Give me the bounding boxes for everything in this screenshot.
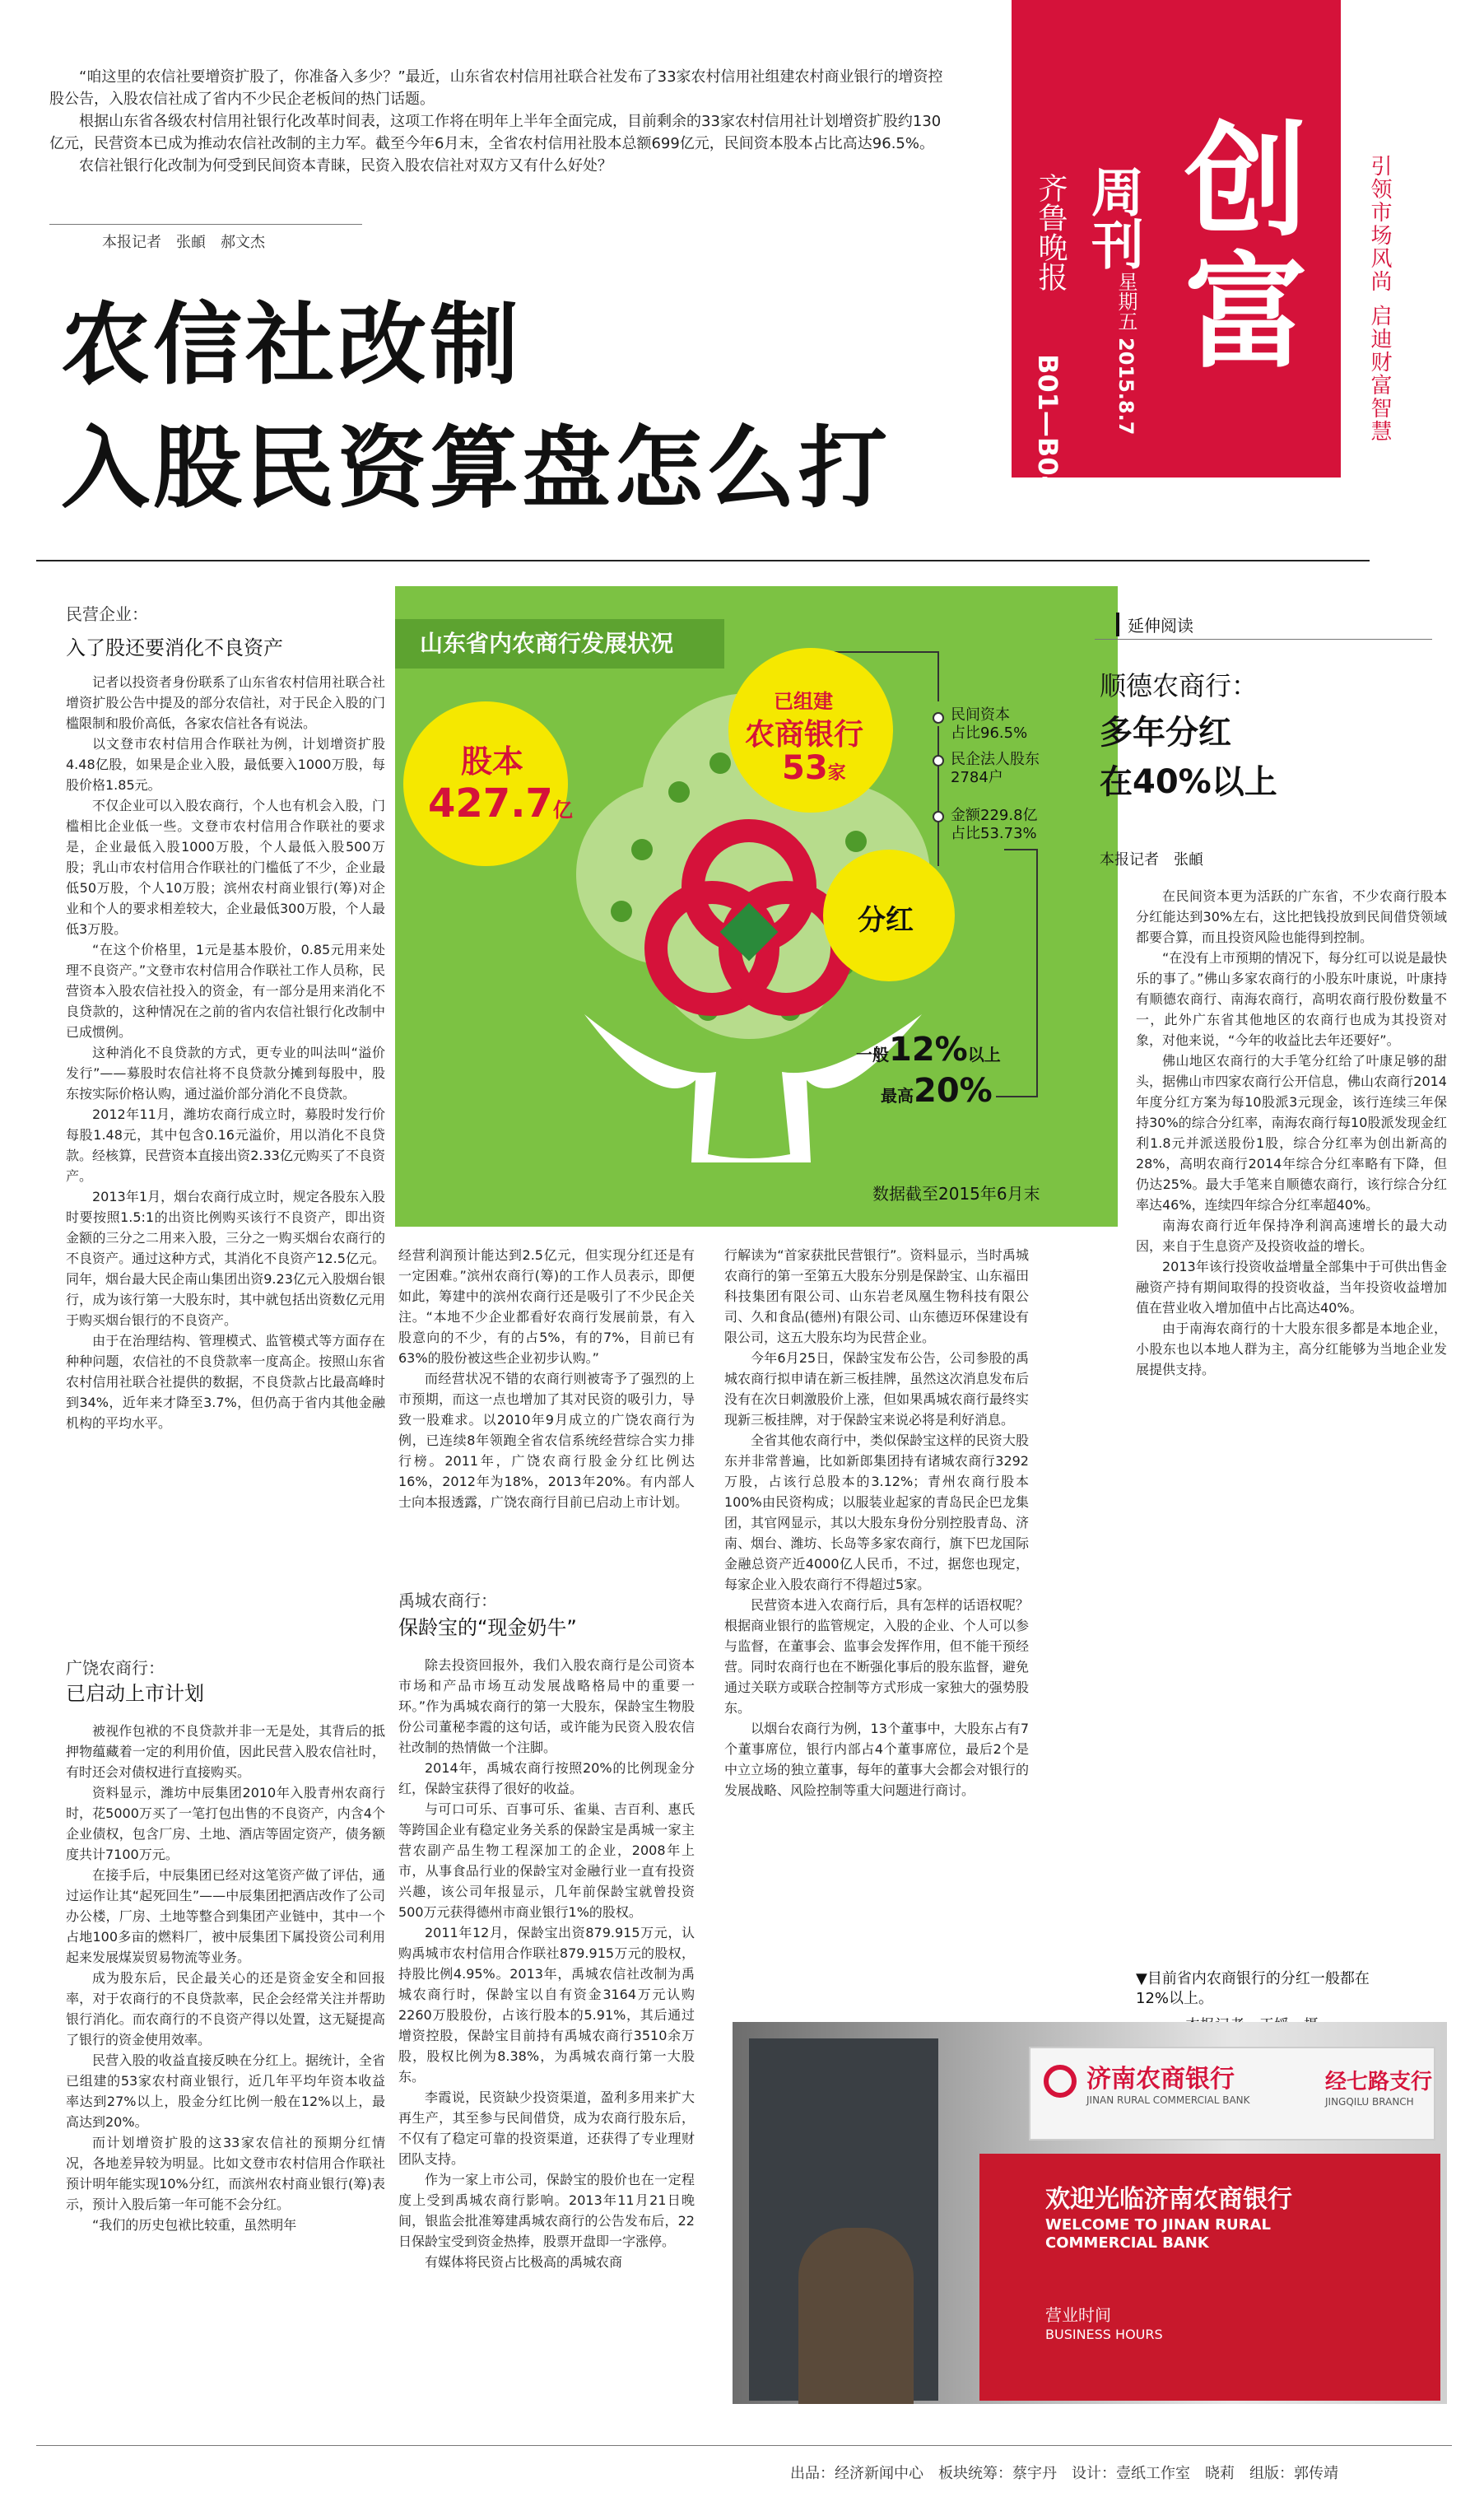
col1-subhead-2: 已启动上市计划 (66, 1682, 204, 1705)
col1-p: 2012年11月，潍坊农商行成立时，募股时发行价每股1.48元，其中包含0.16元溢价，用以消化不良贷款。经核算，民营资本直接出资2.33亿元购买了不良资产。 (66, 1106, 385, 1184)
bank-photo (733, 2022, 1447, 2404)
headline-line2: 入股民资算盘怎么打 (61, 417, 891, 520)
col1-body-2 (66, 1721, 385, 2396)
col2-p: 2014年，禹城农商行按照20%的比例现金分红，保龄宝获得了很好的收益。 (398, 1760, 695, 1796)
infographic-art (395, 586, 1118, 1227)
div-line1-post: 以上 (967, 1045, 1001, 1064)
capital-unit: 亿 (552, 799, 573, 822)
col3-p: 全省其他农商行中，类似保龄宝这样的民资大股东并非常普遍，比如新郎集团持有诸城农商行3292万股，占该行总股本的3.12%；青州农商行股本100%由民资构成；以服装业起家的青岛民企巴龙集团，其官网显示，其以大股东身份分别控股青岛、济南、烟台、潍坊、长岛等多家农商行，旗下巴龙国际金融总资产近4000亿人民币，不过，据您也现定，每家企业入股农商行不得超过5家。 (724, 1433, 1029, 1592)
col1-p: “我们的历史包袱比较重，虽然明年 (92, 2217, 297, 2233)
col2-p: 除去投资回报外，我们入股农商行是公司资本市场和产品市场互动发展战略格局中的重要一环。”作为禹城农商行的第一大股东，保龄宝生物股份公司董秘李霞的这句话，或许能为民资入股农信社改制的热情做一个注脚。 (398, 1657, 695, 1755)
sidebar-p: 由于南海农商行的十大股东很多都是本地企业，小股东也以本地人群为主，高分红能够为当地企业发展提供支持。 (1136, 1321, 1447, 1377)
stat-1 (951, 706, 1027, 743)
div-line1-pre: 一般 (856, 1045, 889, 1064)
col1-p: 成为股东后，民企最关心的还是资金安全和回报率，对于农商行的不良贷款率，民企会经常关注并帮助银行消化。而农商行的不良资产得以处置，这无疑提高了银行的资金使用效率。 (66, 1970, 385, 2047)
sidebar-p: 2013年该行投资收益增量全部集中于可供出售金融资产持有期间取得的投资收益，当年投资收益增加值在营业收入增加值中占比高达40%。 (1136, 1259, 1447, 1316)
div-line2-val: 20% (914, 1072, 993, 1110)
col1-p: 2013年1月，烟台农商行成立时，规定各股东入股时要按照1.5:1的出资比例购买该行不良资产，即出资金额的三分之二用来入股，三分之一购买烟台农商行的不良资产。通过这种方式，其消化不良资产12.5亿元。同年，烟台最大民企南山集团出资9.23亿元入股烟台银行，成为该行第一大股东时，其中就包括出资数亿元用于购买烟台银行的不良资产。 (66, 1189, 385, 1328)
sidebar-byline: 本报记者 张頔 (1100, 851, 1203, 869)
capital-value: 427.7 (428, 780, 553, 827)
col1-kicker-2: 广饶农商行： (66, 1658, 165, 1678)
col1-p: 记者以投资者身份联系了山东省农村信用社联合社增资扩股公告中提及的部分农信社，对于民企入股的门槛限制和股价高低，各家农信社各有说法。 (66, 674, 385, 731)
banner-en: WELCOME TO JINAN RURAL COMMERCIAL BANK (1045, 2216, 1271, 2252)
sign-logo-icon (1044, 2065, 1077, 2098)
masthead-brand: 创富 (1163, 115, 1306, 379)
col3-p: 今年6月25日，保龄宝发布公告，公司参股的禹城农商行拟申请在新三板挂牌，虽然这次消息发布后没有在次日刺激股价上涨，但如果禹城农商行最终实现新三板挂牌，对于保龄宝来说必将是利好消息。 (724, 1350, 1029, 1428)
banks-value: 53 (782, 749, 828, 787)
banner-cn: 欢迎光临济南农商银行 (1045, 2185, 1292, 2214)
stat-3a: 金额229.8亿 (951, 807, 1038, 824)
sign-cn: 济南农商银行 (1086, 2065, 1235, 2094)
stat-3 (951, 807, 1038, 843)
sidebar-title-2: 多年分红 (1100, 714, 1231, 752)
banks-label-1: 已组建 (774, 690, 833, 713)
col2-p: 作为一家上市公司，保龄宝的股价也在一定程度上受到禹城农商行影响。2013年11月21日晚间，银监会批准筹建禹城农商行的公告发布后，22日保龄宝受到资金热捧，股票开盘即一字涨停。 (398, 2172, 695, 2249)
col3-p: 民营资本进入农商行后，具有怎样的话语权呢？根据商业银行的监管规定，入股的企业、个人可以参与监督，在董事会、监事会发挥作用，但不能干预经营。同时农商行也在不断强化事后的股东监督，避免通过关联方或联合控制等方式形成一家独大的强势股东。 (724, 1597, 1029, 1716)
col2-body (398, 1245, 695, 1574)
masthead-pages: B01—B04 (1032, 354, 1063, 494)
hours-en: BUSINESS HOURS (1045, 2327, 1163, 2342)
infographic-title: 山东省内农商行发展状况 (420, 630, 674, 657)
stat-3b: 占比53.73% (951, 825, 1037, 842)
col1-body (66, 672, 385, 1665)
callout-dot-1 (933, 713, 943, 723)
branch-cn: 经七路支行 (1325, 2070, 1433, 2094)
col3-p: 以烟台农商行为例，13个董事中，大股东占有7个董事席位，银行内部占4个董事席位，最后2个是中立立场的独立董事，每年的董事大会都会对银行的发展战略、风险控制等重大问题进行商讨。 (724, 1721, 1029, 1798)
lead-p1: “咱这里的农信社要增资扩股了，你准备入多少？”最近，山东省农村信用社联合社发布了33家农村信用社组建农村商业银行的增资控股公告，入股农信社成了省内不少民企老板间的热门话题。 (49, 68, 943, 108)
dividend-label: 分红 (858, 904, 914, 937)
photo-person (798, 2228, 914, 2404)
sidebar-p: 南海农商行近年保持净利润高速增长的最大动因，来自于生息资产及投资收益的增长。 (1136, 1218, 1447, 1254)
col1-p: “在这个价格里，1元是基本股价，0.85元用来处理不良资产。”文登市农村信用合作联社工作人员称，民营资本入股农信社投入的资金，有一部分是用来消化不良贷款的，这种情况在之前的省内农信社银行化改制中已成惯例。 (66, 942, 385, 1040)
masthead-slogan-1: 引领市场风尚 (1367, 155, 1392, 293)
sidebar-p: 在民间资本更为活跃的广东省，不少农商行股本分红能达到30%左右，这比把钱投放到民间借贷领域都要合算，而且投资风险也能得到控制。 (1136, 888, 1447, 945)
sidebar-p: “在没有上市预期的情况下，每分红可以说是最快乐的事了。”佛山多家农商行的小股东叶康说，叶康持有顺德农商行、南海农商行，高明农商行股份数量不一，此外广东省其他地区的农商行也成为其投资对象，对他来说，“今年的收益比去年还要好”。 (1136, 950, 1447, 1048)
stat-1a: 民间资本 (951, 706, 1010, 724)
col2-p: 有媒体将民资占比极高的禹城农商 (425, 2254, 623, 2270)
lead-p3: 农信社银行化改制为何受到民间资本青睐，民资入股农信社对双方又有什么好处？ (79, 157, 612, 175)
footer-rule (36, 2445, 1452, 2446)
masthead-date: 2015.8.7 (1114, 338, 1137, 436)
div-line2-pre: 最高 (881, 1086, 914, 1106)
col1-p: 而计划增资扩股的这33家农信社的预期分红情况，各地差异较为明显。比如文登市农村信用合作联社预计明年能实现10%分红，而滨州农村商业银行(筹)表示，预计入股后第一年可能不会分红。 (66, 2135, 385, 2212)
footer-credits: 出品：经济新闻中心 板块统筹：蔡宇丹 设计：壹纸工作室 晓莉 组版：郭传靖 (790, 2465, 1338, 2482)
col1-p: 不仅企业可以入股农商行，个人也有机会入股，门槛相比企业低一些。文登市农村信用合作联社的要求是，企业最低入股1000万股，个人最低入股500万股；乳山市农村信用合作联社的门槛低了不少，企业最低50万股，个人10万股；滨州农村商业银行(筹)对企业和个人的要求相差较大，企业最低300万股，个人最低3万股。 (66, 798, 385, 937)
infographic-footnote: 数据截至2015年6月末 (872, 1184, 1040, 1204)
lead (49, 66, 955, 177)
col1-p: 这种消化不良贷款的方式，更专业的叫法叫“溢价发行”——募股时农信社将不良贷款分摊到每股中，股东按实际价格认购，通过溢价部分消化不良贷款。 (66, 1045, 385, 1102)
col3-body (724, 1245, 1029, 2002)
headline-line1: 农信社改制 (61, 294, 523, 397)
col1-p: 由于在治理结构、管理模式、监管模式等方面存在种种问题，农信社的不良贷款率一度高企。按照山东省农村信用社联合社提供的数据，不良贷款占比最高峰时到34%，近年来才降至3.7%，但仍高于省内其他金融机构的平均水平。 (66, 1333, 385, 1431)
stat-1b: 占比96.5% (951, 724, 1028, 742)
col2-p: 2011年12月，保龄宝出资879.915万元，认购禹城市农村信用合作联社879.915万元的股权，持股比例4.95%。2013年，禹城农信社改制为禹城农商行时，保龄宝以自有资金3164万元认购2260万股股份，占该行股本的5.91%，其后通过增资控股，保龄宝目前持有禹城农商行3510余万股，股权比例为8.38%，为禹城农商行第一大股东。 (398, 1925, 695, 2085)
stat-2 (951, 751, 1040, 787)
infographic (395, 586, 1118, 1227)
dividend-line-2 (881, 1072, 993, 1110)
hours-cn: 营业时间 (1045, 2305, 1111, 2325)
photo-caption: ▼目前省内农商银行的分红一般都在12%以上。 (1136, 1970, 1370, 2007)
branch-en: JINGQILU BRANCH (1325, 2096, 1414, 2108)
sign-en: JINAN RURAL COMMERCIAL BANK (1086, 2094, 1250, 2106)
banks-unit: 家 (827, 763, 846, 784)
lead-byline: 本报记者 张頔 郝文杰 (102, 234, 265, 251)
col1-subhead: 入了股还要消化不良资产 (66, 636, 283, 659)
callout-dot-2 (933, 756, 943, 766)
col1-p: 以文登市农村信用合作联社为例，计划增资扩股4.48亿股，如果是企业入股，最低要入1000万股，每股价格1.85元。 (66, 736, 385, 793)
sidebar-title-1: 顺德农商行： (1100, 670, 1258, 701)
col1-kicker: 民营企业： (66, 604, 148, 624)
col2-p: 经营利润预计能达到2.5亿元，但实现分红还是有一定困难。”滨州农商行(筹)的工作人员表示，即便如此，筹建中的滨州农商行还是吸引了不少民企关注。“本地不少企业都看好农商行发展前景，有入股意向的不少，有的占5%，有的7%，目前已有63%的股份被这些企业初步认购。” (398, 1247, 695, 1366)
banks-label-2: 农商银行 (745, 718, 864, 752)
col2-subhead: 保龄宝的“现金奶牛” (398, 1616, 577, 1639)
col3-p: 行解读为“首家获批民营银行”。资料显示，当时禹城农商行的第一至第五大股东分别是保龄宝、山东福田科技集团有限公司、山东岩老凤凰生物科技有限公司、久和食品(德州)有限公司、山东德迈环保建设有限公司，这五大股东均为民营企业。 (724, 1247, 1029, 1345)
stat-2a: 民企法人股东 (951, 751, 1040, 768)
col2-body-2 (398, 1655, 695, 2396)
col2-kicker: 禹城农商行： (398, 1591, 497, 1610)
sidebar-rule (1095, 639, 1432, 640)
col2-p: 李霞说，民资缺少投资渠道，盈利多用来扩大再生产，其至参与民间借贷，成为农商行股东后，不仅有了稳定可靠的投资渠道，还获得了专业理财团队支持。 (398, 2089, 695, 2167)
capital-label: 股本 (461, 743, 524, 780)
masthead-slogan-2: 启迪财富智慧 (1367, 305, 1392, 443)
sidebar-title-3: 在40%以上 (1100, 763, 1277, 801)
col1-p: 被视作包袱的不良贷款并非一无是处，其背后的抵押物蕴藏着一定的利用价值，因此民营入股农信社时，有时还会对债权进行直接购买。 (66, 1723, 385, 1780)
stat-2b: 2784户 (951, 769, 1003, 786)
col1-p: 民营入股的收益直接反映在分红上。据统计，全省已组建的53家农村商业银行，近几年平均年资本收益率达到27%以上，股金分红比例一般在12%以上，最高达到20%。 (66, 2052, 385, 2130)
masthead-weekday: 星期五 (1114, 272, 1137, 331)
callout-dot-3 (933, 812, 943, 822)
dividend-line-1 (856, 1031, 1001, 1069)
lead-p2: 根据山东省各级农村信用社银行化改革时间表，这项工作将在明年上半年全面完成，目前剩余的33家农村信用社计划增资扩股约130亿元，民营资本已成为推动农信社改制的主力军。截至今年6月末，全省农村信用社股本总额699亿元，民间资本股本占比高达96.5%。 (49, 113, 942, 152)
banks-value-line (782, 749, 846, 787)
capital-value-line (428, 780, 573, 827)
div-line1-val: 12% (889, 1031, 968, 1069)
col1-p: 在接手后，中辰集团已经对这笔资产做了评估，通过运作让其“起死回生”——中辰集团把酒店改作了公司办公楼，厂房、土地等整合到集团产业链中，其中一个占地100多亩的燃料厂，被中辰集团下属投资公司利用起来发展煤炭贸易物流等业务。 (66, 1867, 385, 1965)
col2-p: 与可口可乐、百事可乐、雀巢、吉百利、惠氏等跨国企业有稳定业务关系的保龄宝是禹城一家主营农副产品生物工程深加工的企业，2008年上市，从事食品行业的保龄宝对金融行业一直有投资兴趣，该公司年报显示，几年前保龄宝就曾投资500万元获得德州市商业银行1%的股权。 (398, 1801, 695, 1920)
masthead-weekly: 周刊 (1082, 165, 1143, 270)
headline-rule (36, 560, 1370, 561)
col1-p: 资料显示，潍坊中辰集团2010年入股青州农商行时，花5000万买了一笔打包出售的不良资产，内含4个企业债权，包含厂房、土地、酒店等固定资产，债务额度共计7100万元。 (66, 1785, 385, 1862)
lead-divider (49, 224, 362, 225)
sidebar-body (1136, 886, 1447, 1775)
sidebar-label: 延伸阅读 (1116, 613, 1202, 636)
sidebar-p: 佛山地区农商行的大手笔分红给了叶康足够的甜头，据佛山市四家农商行公开信息，佛山农商行2014年度分红方案为每10股派3元现金，该行连续三年保持30%的综合分红率，南海农商行每10股派发现金红利1.8元并派送股份1股，综合分红率为创出新高的28%，高明农商行2014年综合分红率略有下降，但仍达25%。最大手笔来自顺德农商行，该行综合分红率达46%，连续四年综合分红率超40%。 (1136, 1053, 1447, 1213)
masthead-newspaper: 齐鲁晚报 (1034, 173, 1068, 291)
col2-p: 而经营状况不错的农商行则被寄予了强烈的上市预期，而这一点也增加了其对民资的吸引力，导致一股难求。以2010年9月成立的广饶农商行为例，已连续8年领跑全省农信系统经营综合实力排行榜。2011年，广饶农商行股金分红比例达16%，2012年为18%，2013年20%。有内部人士向本报透露，广饶农商行目前已启动上市计划。 (398, 1371, 695, 1510)
